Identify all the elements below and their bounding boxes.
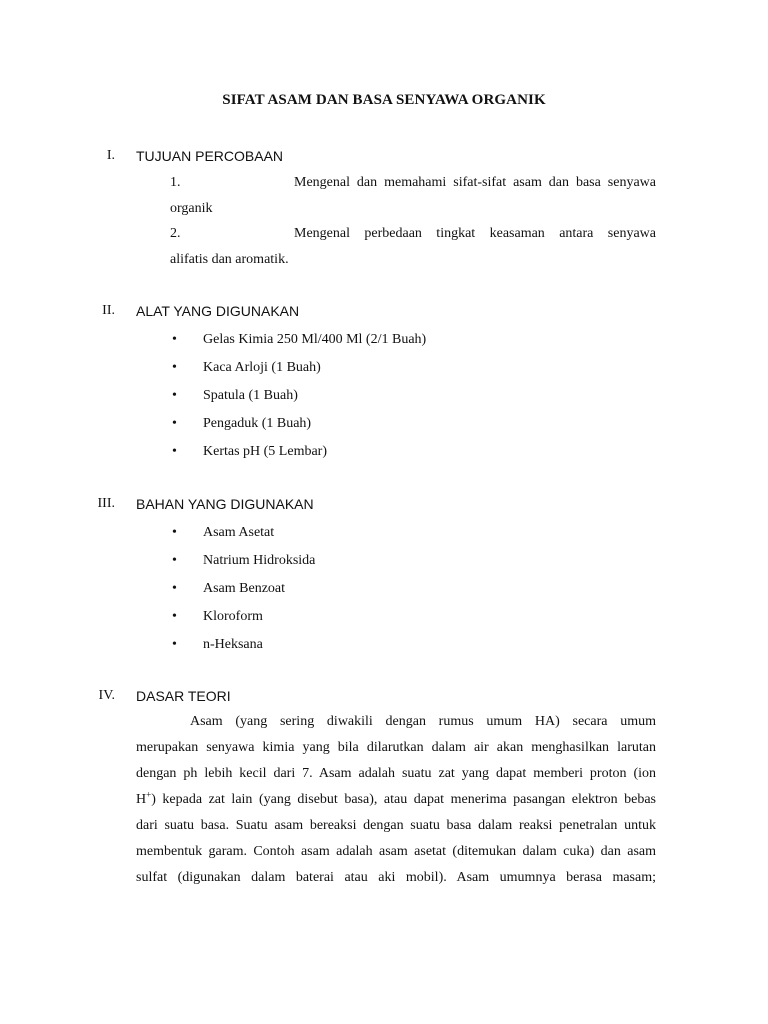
objective-item-2-line1: Mengenal perbedaan tingkat keasaman antara senyawa <box>294 226 656 241</box>
paragraph-line: membentuk garam. Contoh asam adalah asam asetat (ditemukan dalam cuka) dan asam <box>136 844 656 859</box>
bullet-icon: • <box>172 444 177 459</box>
ion-symbol: H <box>136 792 147 807</box>
bullet-icon: • <box>172 525 177 540</box>
ion-close: ) <box>151 792 156 807</box>
section-1-heading: TUJUAN PERCOBAAN <box>136 148 284 164</box>
paragraph-line: sulfat (digunakan dalam baterai atau aki mobil). Asam umumnya berasa masam; <box>136 870 656 885</box>
bullet-icon: • <box>172 553 177 568</box>
paragraph-line <box>136 787 656 813</box>
section-1-number: I. <box>106 148 115 163</box>
document-title: SIFAT ASAM DAN BASA SENYAWA ORGANIK <box>222 92 546 108</box>
section-2-heading: ALAT YANG DIGUNAKAN <box>136 303 300 319</box>
theory-paragraph <box>136 709 656 891</box>
paragraph-line: merupakan senyawa kimia yang bila dilarutkan dalam air akan menghasilkan larutan <box>136 740 656 755</box>
objective-item-1-number: 1. <box>170 175 181 190</box>
section-2-number: II. <box>102 303 115 318</box>
section-4-heading: DASAR TEORI <box>136 688 231 704</box>
objective-item-1 <box>170 170 656 222</box>
objective-item-2 <box>170 221 656 273</box>
paragraph-line: dengan ph lebih kecil dari 7. Asam adalah suatu zat yang dapat memberi proton (ion <box>136 766 656 781</box>
bullet-icon: • <box>172 388 177 403</box>
bullet-icon: • <box>172 637 177 652</box>
paragraph-line: Asam (yang sering diwakili dengan rumus umum HA) secara umum <box>190 714 656 729</box>
bullet-icon: • <box>172 360 177 375</box>
section-3-number: III. <box>97 496 115 511</box>
section-3-heading: BAHAN YANG DIGUNAKAN <box>136 496 314 512</box>
objective-item-1-line1: Mengenal dan memahami sifat-sifat asam dan basa senyawa <box>294 175 656 190</box>
objective-item-1-line2: organik <box>170 201 213 216</box>
paragraph-line: dari suatu basa. Suatu asam bereaksi dengan suatu basa dalam reaksi penetralan untuk <box>136 818 656 833</box>
bullet-icon: • <box>172 581 177 596</box>
paragraph-line-rest: kepada zat lain (yang disebut basa), atau dapat menerima pasangan elektron bebas <box>162 792 656 807</box>
bullet-icon: • <box>172 416 177 431</box>
objective-item-2-line2: alifatis dan aromatik. <box>170 252 289 267</box>
bullet-icon: • <box>172 609 177 624</box>
ion-charge: + <box>146 789 152 800</box>
section-4-number: IV. <box>98 688 115 703</box>
document-page: SIFAT ASAM DAN BASA SENYAWA ORGANIK I. TUJUAN PERCOBAAN 1. Mengenal dan memahami sifat-sifat asam dan basa senyawa organik 2. Mengenal perbedaan tingkat keasaman antara senyawa alifatis dan aromatik. II. ALAT YANG DIGUNAKAN • Gelas Kimia 250 Ml/400 Ml (2/1 Buah) • Kaca Arloji (1 Buah) • Spatula (1 Buah) • Pengaduk (1 Buah) • Kertas pH (5 Lembar) III. BAHAN YANG DIGUNAKAN • Asam Asetat • Natrium Hidroksida • Asam Benzoat • Kloroform • n-Heksana IV. DASAR TEORI Asam (yang sering diwakili dengan rumus umum HA) secara umum merupakan senyawa kimia yang bila dilarutkan dalam air akan menghasilkan larutan dengan ph lebih kecil dari 7. Asam adalah suatu zat yang dapat memberi proton (ion H+) kepada zat lain (yang disebut basa), atau dapat menerima pasangan elektron bebas dari suatu basa. Suatu asam bereaksi dengan suatu basa dalam reaksi penetralan untuk membentuk garam. Contoh asam adalah asam asetat (ditemukan dalam cuka) dan asam sulfat (digunakan dalam baterai atau aki mobil). Asam umumnya berasa masam; <box>0 0 768 1024</box>
objective-item-2-number: 2. <box>170 226 181 241</box>
bullet-icon: • <box>172 332 177 347</box>
